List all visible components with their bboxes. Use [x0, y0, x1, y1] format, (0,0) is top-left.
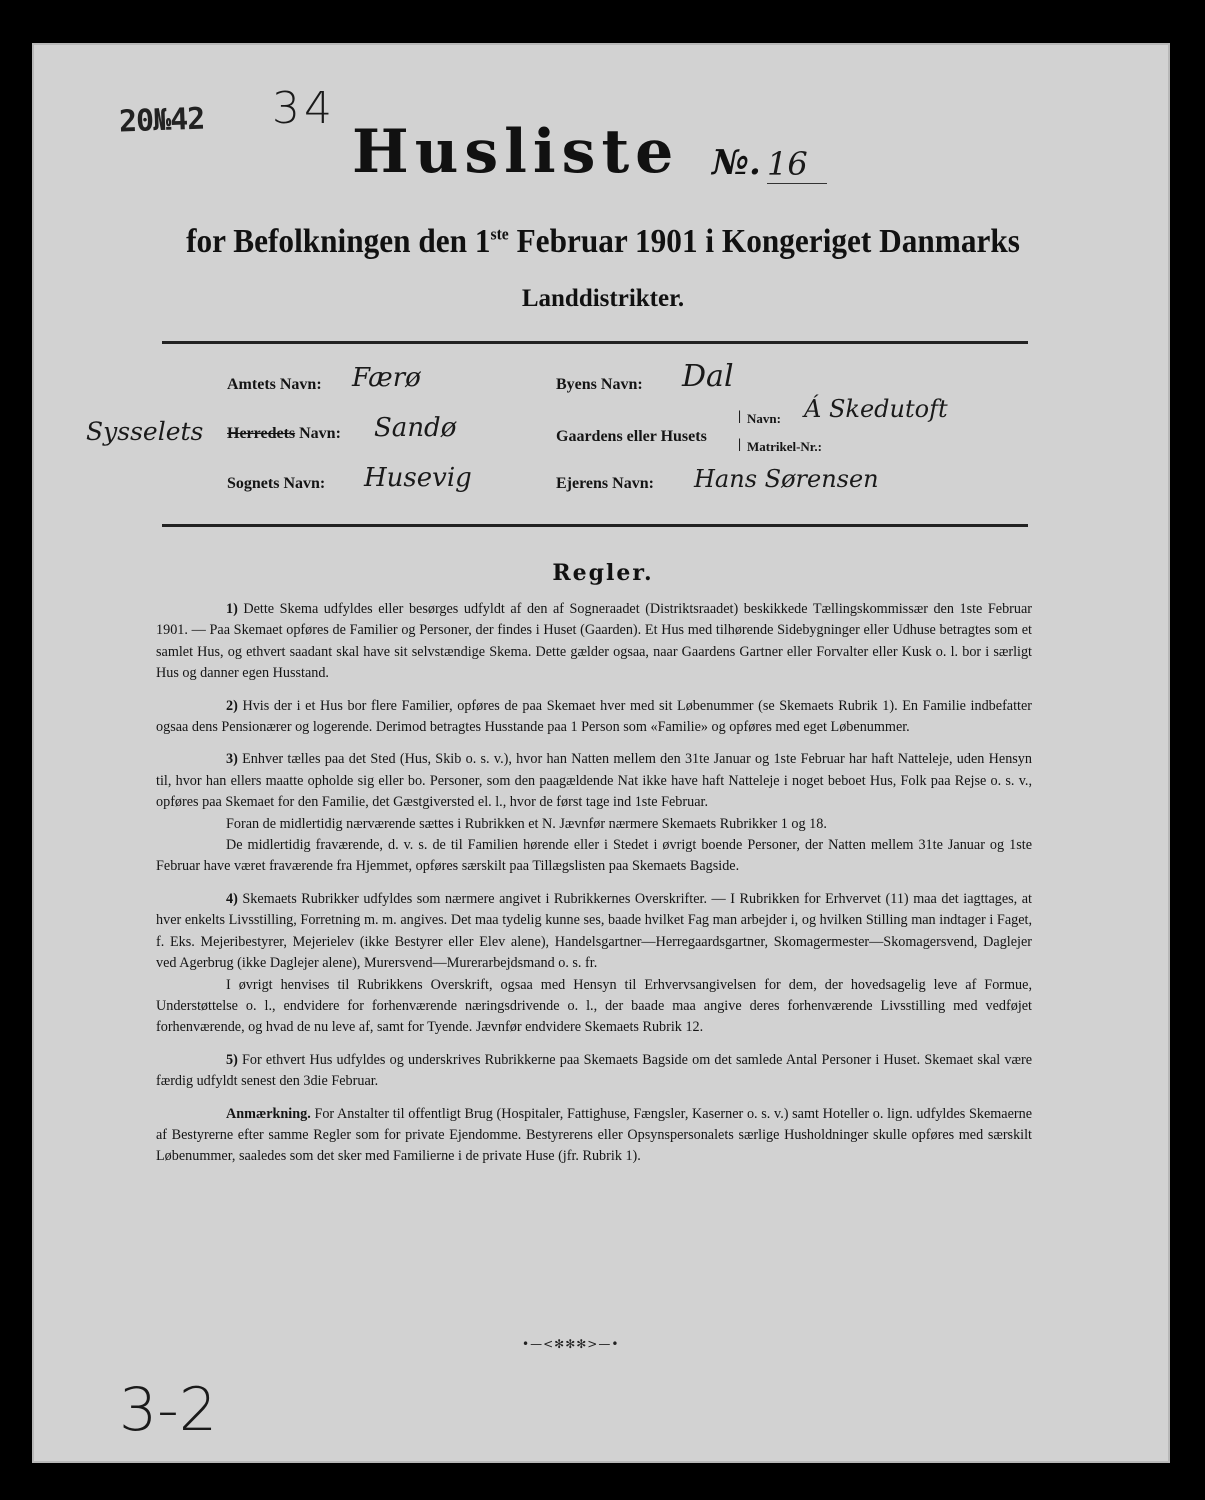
handwritten-bottom-number: 3-2 [119, 1375, 217, 1445]
rule-4-occupation: I øvrigt henvises til Rubrikkens Overskrift, ogsaa med Hensyn til Erhvervsangivelsen for dem, der hovedsagelig leve af Formue, Understøttelse o. l., endvidere for forhenværende næringsdrivende o. l., der baade maa angive deres forhenværende Livsstilling med vedføjet forhenværende, og hvad de nu leve af, samt for Tyende. Jævnfør endvidere Skemaets Rubrik 12. [156, 976, 1032, 1036]
amt-value: Færø [352, 363, 421, 393]
navn-bracket: | [738, 409, 742, 424]
census-form [32, 43, 1170, 1463]
rule-5: 5) For ethvert Hus udfyldes og underskrives Rubrikkerne paa Skemaets Bagside om det samlede Antal Personer i Huset. Skemaet skal være færdig udfyldt senest den 3die Februar. [156, 1051, 1033, 1090]
district-label: Landdistrikter. [521, 285, 685, 312]
by-value: Dal [682, 359, 734, 394]
herred-value: Sandø [374, 413, 457, 443]
navn-value: Á Skedutoft [804, 395, 948, 423]
form-number-value: 16 [767, 145, 808, 183]
gaard-label: Gaardens eller Husets [556, 428, 707, 445]
rules-title: Regler. [552, 560, 654, 586]
sogn-label: Sognets Navn: [227, 475, 326, 492]
ejer-value: Hans Sørensen [694, 465, 879, 493]
note: Anmærkning. For Anstalter til offentligt Brug (Hospitaler, Fattighuse, Fængsler, Kaserner o. s. v.) samt Hoteller o. lign. udfyldes Skemaerne af Bestyrerne efter samme Regler som for private Ejendomme. Bestyrerens eller Opsynspersonalets særlige Husholdninger skulle opføres med særskilt Løbenummer, saaledes som det sker med Familierne i de private Huse (jfr. Rubrik 1). [156, 1105, 1032, 1165]
form-number-label: №. [712, 143, 761, 183]
by-label: Byens Navn: [556, 376, 643, 393]
bottom-divider [162, 524, 1028, 527]
ejer-label: Ejerens Navn: [556, 475, 654, 492]
form-title: Husliste [352, 117, 680, 187]
ornament-divider: •—<✻✻✻>—• [522, 1337, 620, 1351]
form-number-underline [767, 183, 827, 184]
rules-body [156, 599, 1032, 1179]
amt-label: Amtets Navn: [227, 376, 322, 393]
rule-4: 4) Skemaets Rubrikker udfyldes som nærmere angivet i Rubrikkernes Overskrifter. — I Rubrikken for Erhvervet (11) maa det iagttages, at hver enkelts Livsstilling, Forretning m. m. angives. Det maa tydelig kunne ses, baade hvilket Fag man arbejder i, og hvilken Stilling man indtager i Faget, f. Eks. Mejeribestyrer, Mejerielev (ikke Bestyrer eller Elev alene), Handelsgartner—Herregaardsgartner, Skomagermester—Skomagersvend, Daglejer ved Agerbrug (ikke Daglejer alene), Murersvend—Murerarbejdsmand o. s. fr. [156, 890, 1033, 972]
handwritten-archive-number: 34 [272, 83, 336, 134]
rule-3-n-mark: Foran de midlertidig nærværende sættes i Rubrikken et N. Jævnfør nærmere Skemaets Rubrikker 1 og 18. [226, 815, 827, 832]
rule-3: 3) Enhver tælles paa det Sted (Hus, Skib o. s. v.), hvor han Natten mellem den 31te Januar og 1ste Februar har haft Natteleje, uden Hensyn til, hvor han ellers maatte opholde sig eller bo. Personer, som den paagældende Nat ikke have haft Natteleje i noget beboet Hus, Folk paa Rejse o. s. v., opføres paa Skemaet for den Familie, det Gæstgiversted el. l., hvor de først tage ind 1ste Februar. [156, 751, 1032, 811]
rule-3-absent: De midlertidig fraværende, d. v. s. de til Familien hørende eller i Stedet i øvrigt boende Personer, der Natten mellem 31te Januar og 1ste Februar have været fraværende fra Hjemmet, opføres særskilt paa Tillægslisten paa Skemaets Bagside. [156, 837, 1032, 875]
top-divider [162, 341, 1028, 344]
navn-label: Navn: [747, 411, 781, 426]
matrikel-bracket: | [738, 437, 742, 452]
sogn-value: Husevig [364, 463, 472, 493]
herred-label: Herredets Navn: [227, 425, 341, 442]
rule-1: 1) Dette Skema udfyldes eller besørges udfyldt af den af Sogneraadet (Distriktsraadet) beskikkede Tællingskommissær den 1ste Februar 1901. — Paa Skemaet opføres de Familier og Personer, der findes i Huset (Gaarden). Et Hus med tilhørende Sidebygninger eller Udhuse betragtes som et samlet Hus, og ethvert saadant skal have sit selvstændige Skema. Dette gælder ogsaa, naar Gaardens Gartner eller Forvalter eller Kusk o. l. bor i særligt Hus og danner egen Husstand. [156, 601, 1032, 682]
syssel-prefix: Sysselets [86, 417, 204, 446]
rule-2: 2) Hvis der i et Hus bor flere Familier, opføres de paa Skemaet hver med sit Løbenummer (se Skemaets Rubrik 1). En Familie indbefatter ogsaa dens Pensionærer og logerende. Derimod betragtes Husstande paa 1 Person som «Familie» og opføres med eget Løbenummer. [156, 697, 1033, 736]
form-subtitle: for Befolkningen den 1ste Februar 1901 i Kongeriget Danmarks [186, 223, 1020, 260]
matrikel-label: Matrikel-Nr.: [747, 439, 822, 454]
archive-stamp: 20№42 [118, 101, 205, 140]
